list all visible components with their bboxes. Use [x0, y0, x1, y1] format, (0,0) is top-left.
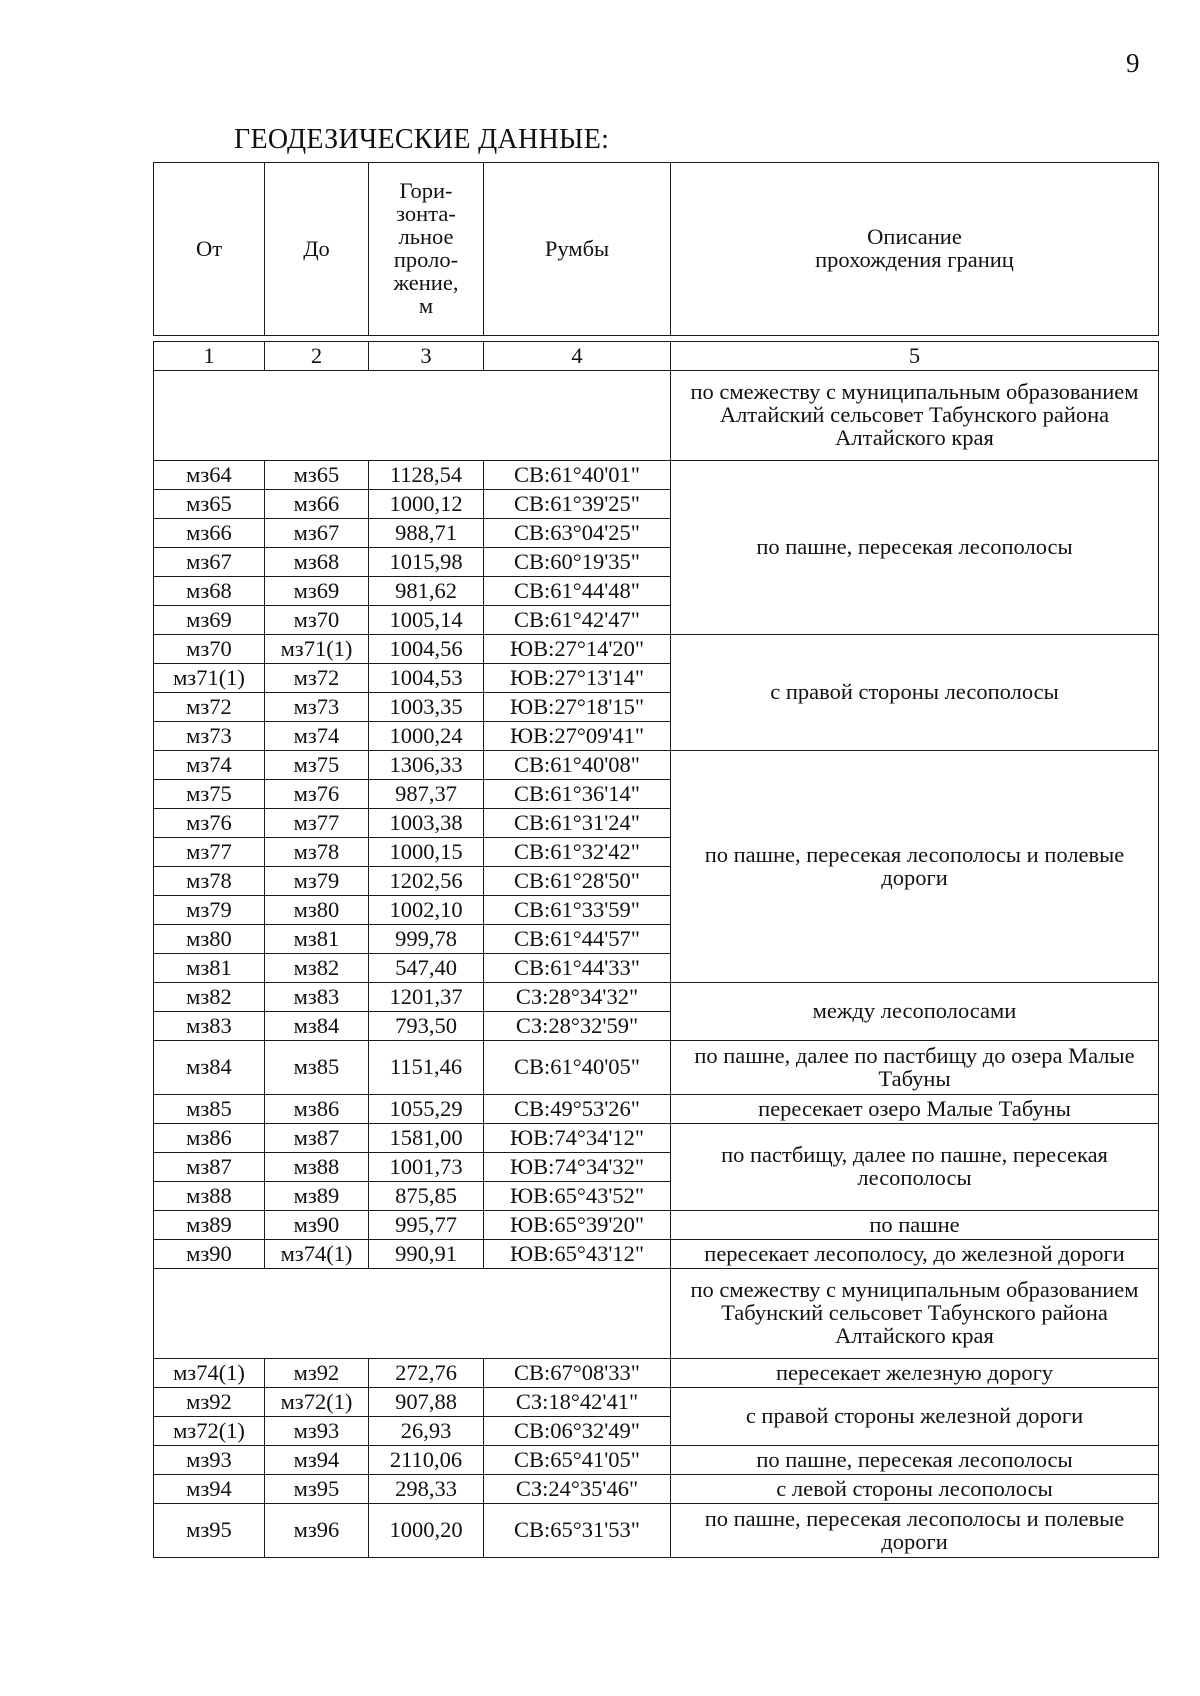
cell-bearing: СВ:06°32'49": [484, 1417, 671, 1446]
cell-to: мз78: [265, 838, 369, 867]
cell-to: мз73: [265, 693, 369, 722]
cell-description: пересекает железную дорогу: [671, 1359, 1159, 1388]
cell-to: мз85: [265, 1041, 369, 1095]
cell-distance: 1128,54: [369, 461, 484, 490]
cell-description: пересекает лесополосу, до железной дороги: [671, 1240, 1159, 1269]
cell-distance: 1055,29: [369, 1095, 484, 1124]
cell-distance: 1202,56: [369, 867, 484, 896]
cell-to: мз94: [265, 1446, 369, 1475]
section-row: [154, 1269, 1159, 1359]
cell-bearing: ЮВ:65°39'20": [484, 1211, 671, 1240]
cell-bearing: СВ:49°53'26": [484, 1095, 671, 1124]
cell-distance: 1015,98: [369, 548, 484, 577]
cell-from: мз80: [154, 925, 265, 954]
cell-from: мз81: [154, 954, 265, 983]
cell-description: с левой стороны лесополосы: [671, 1475, 1159, 1504]
cell-from: мз77: [154, 838, 265, 867]
cell-from: мз83: [154, 1012, 265, 1041]
cell-distance: 999,78: [369, 925, 484, 954]
cell-to: мз92: [265, 1359, 369, 1388]
cell-from: мз79: [154, 896, 265, 925]
table-row: [154, 1124, 1159, 1153]
cell-from: мз74: [154, 751, 265, 780]
cell-from: мз87: [154, 1153, 265, 1182]
cell-to: мз65: [265, 461, 369, 490]
cell-bearing: СВ:61°40'08": [484, 751, 671, 780]
cell-description: с правой стороны лесополосы: [671, 635, 1159, 751]
cell-distance: 272,76: [369, 1359, 484, 1388]
cell-bearing: СВ:65°31'53": [484, 1504, 671, 1558]
cell-bearing: СВ:60°19'35": [484, 548, 671, 577]
cell-distance: 793,50: [369, 1012, 484, 1041]
cell-distance: 1000,20: [369, 1504, 484, 1558]
table-row: [154, 1388, 1159, 1417]
header-description-line: Описание: [867, 224, 962, 250]
cell-from: мз66: [154, 519, 265, 548]
cell-to: мз70: [265, 606, 369, 635]
section-description: по смежеству с муниципальным образованием Алтайский сельсовет Табунского района Алтайского края: [671, 371, 1159, 461]
cell-from: мз68: [154, 577, 265, 606]
table-row: [154, 1475, 1159, 1504]
cell-to: мз96: [265, 1504, 369, 1558]
cell-bearing: ЮВ:27°09'41": [484, 722, 671, 751]
cell-distance: 907,88: [369, 1388, 484, 1417]
table-row: [154, 635, 1159, 664]
cell-to: мз90: [265, 1211, 369, 1240]
cell-bearing: ЮВ:27°14'20": [484, 635, 671, 664]
cell-to: мз88: [265, 1153, 369, 1182]
header-bearing: Румбы: [484, 163, 671, 336]
section-description: по смежеству с муниципальным образованием Табунский сельсовет Табунского района Алтайского края: [671, 1269, 1159, 1359]
cell-description: между лесополосами: [671, 983, 1159, 1041]
cell-bearing: СВ:61°36'14": [484, 780, 671, 809]
cell-description: по пашне, далее по пастбищу до озера Малые Табуны: [671, 1041, 1159, 1095]
header-distance-line: м: [418, 292, 434, 318]
cell-bearing: СВ:61°33'59": [484, 896, 671, 925]
column-number: 4: [484, 342, 671, 371]
column-number: 2: [265, 342, 369, 371]
cell-bearing: СВ:61°44'33": [484, 954, 671, 983]
header-distance: [369, 163, 484, 336]
cell-to: мз84: [265, 1012, 369, 1041]
cell-description: по пашне, пересекая лесополосы и полевые дороги: [671, 751, 1159, 983]
cell-from: мз88: [154, 1182, 265, 1211]
cell-bearing: СВ:67°08'33": [484, 1359, 671, 1388]
cell-bearing: СВ:61°40'01": [484, 461, 671, 490]
cell-to: мз71(1): [265, 635, 369, 664]
cell-from: мз84: [154, 1041, 265, 1095]
cell-from: мз94: [154, 1475, 265, 1504]
cell-distance: 1002,10: [369, 896, 484, 925]
cell-to: мз74: [265, 722, 369, 751]
cell-description: по пашне: [671, 1211, 1159, 1240]
cell-from: мз92: [154, 1388, 265, 1417]
cell-to: мз66: [265, 490, 369, 519]
cell-to: мз72(1): [265, 1388, 369, 1417]
cell-distance: 26,93: [369, 1417, 484, 1446]
cell-bearing: СВ:61°28'50": [484, 867, 671, 896]
cell-bearing: СЗ:28°32'59": [484, 1012, 671, 1041]
table-row: [154, 461, 1159, 490]
cell-distance: 995,77: [369, 1211, 484, 1240]
table-row: [154, 1240, 1159, 1269]
cell-from: мз73: [154, 722, 265, 751]
cell-distance: 1003,38: [369, 809, 484, 838]
cell-from: мз65: [154, 490, 265, 519]
cell-bearing: СВ:61°44'57": [484, 925, 671, 954]
table-row: [154, 1041, 1159, 1095]
cell-to: мз68: [265, 548, 369, 577]
column-number: 3: [369, 342, 484, 371]
cell-distance: 1004,56: [369, 635, 484, 664]
table-body: [154, 371, 1159, 1558]
cell-to: мз93: [265, 1417, 369, 1446]
cell-from: мз89: [154, 1211, 265, 1240]
cell-to: мз87: [265, 1124, 369, 1153]
header-description: [671, 163, 1159, 336]
header-distance-line: проло-: [393, 247, 459, 272]
header-row: [154, 163, 1159, 336]
table-row: [154, 1359, 1159, 1388]
cell-distance: 1004,53: [369, 664, 484, 693]
cell-distance: 1000,24: [369, 722, 484, 751]
column-number-row: [154, 342, 1159, 371]
cell-bearing: СВ:61°44'48": [484, 577, 671, 606]
cell-from: мз86: [154, 1124, 265, 1153]
cell-bearing: ЮВ:27°13'14": [484, 664, 671, 693]
cell-distance: 988,71: [369, 519, 484, 548]
cell-to: мз76: [265, 780, 369, 809]
cell-from: мз85: [154, 1095, 265, 1124]
cell-bearing: СЗ:24°35'46": [484, 1475, 671, 1504]
cell-distance: 990,91: [369, 1240, 484, 1269]
cell-from: мз95: [154, 1504, 265, 1558]
cell-to: мз80: [265, 896, 369, 925]
cell-bearing: СВ:65°41'05": [484, 1446, 671, 1475]
cell-bearing: ЮВ:65°43'52": [484, 1182, 671, 1211]
cell-distance: 1201,37: [369, 983, 484, 1012]
cell-from: мз82: [154, 983, 265, 1012]
header-from: От: [154, 163, 265, 336]
cell-description: по пастбищу, далее по пашне, пересекая лесополосы: [671, 1124, 1159, 1211]
header-to: До: [265, 163, 369, 336]
table-row: [154, 751, 1159, 780]
cell-from: мз72(1): [154, 1417, 265, 1446]
table-row: [154, 1504, 1159, 1558]
cell-distance: 1003,35: [369, 693, 484, 722]
cell-bearing: СЗ:28°34'32": [484, 983, 671, 1012]
section-blank-cell: [154, 371, 671, 461]
table-row: [154, 1095, 1159, 1124]
cell-bearing: СВ:61°40'05": [484, 1041, 671, 1095]
cell-from: мз76: [154, 809, 265, 838]
cell-to: мз72: [265, 664, 369, 693]
cell-from: мз71(1): [154, 664, 265, 693]
table-row: [154, 1211, 1159, 1240]
section-blank-cell: [154, 1269, 671, 1359]
cell-from: мз75: [154, 780, 265, 809]
cell-distance: 2110,06: [369, 1446, 484, 1475]
cell-to: мз81: [265, 925, 369, 954]
cell-distance: 1005,14: [369, 606, 484, 635]
cell-to: мз86: [265, 1095, 369, 1124]
cell-bearing: ЮВ:74°34'12": [484, 1124, 671, 1153]
cell-bearing: ЮВ:27°18'15": [484, 693, 671, 722]
header-description-line: прохождения границ: [815, 247, 1014, 272]
cell-from: мз67: [154, 548, 265, 577]
cell-to: мз77: [265, 809, 369, 838]
cell-distance: 875,85: [369, 1182, 484, 1211]
document-title: ГЕОДЕЗИЧЕСКИЕ ДАННЫЕ:: [234, 124, 610, 155]
cell-bearing: СЗ:18°42'41": [484, 1388, 671, 1417]
cell-to: мз67: [265, 519, 369, 548]
cell-distance: 298,33: [369, 1475, 484, 1504]
header-distance-line: льное: [398, 224, 454, 250]
cell-distance: 1000,12: [369, 490, 484, 519]
cell-distance: 1001,73: [369, 1153, 484, 1182]
cell-to: мз79: [265, 867, 369, 896]
cell-to: мз82: [265, 954, 369, 983]
cell-from: мз78: [154, 867, 265, 896]
cell-distance: 981,62: [369, 577, 484, 606]
cell-from: мз93: [154, 1446, 265, 1475]
cell-to: мз69: [265, 577, 369, 606]
page-number: 9: [1126, 48, 1140, 78]
cell-distance: 1581,00: [369, 1124, 484, 1153]
header-distance-line: Гори-: [399, 178, 453, 204]
cell-description: по пашне, пересекая лесополосы: [671, 461, 1159, 635]
cell-distance: 1151,46: [369, 1041, 484, 1095]
header-distance-line: жение,: [393, 269, 459, 295]
cell-from: мз90: [154, 1240, 265, 1269]
cell-to: мз75: [265, 751, 369, 780]
cell-to: мз74(1): [265, 1240, 369, 1269]
section-row: [154, 371, 1159, 461]
cell-to: мз95: [265, 1475, 369, 1504]
cell-to: мз89: [265, 1182, 369, 1211]
cell-bearing: СВ:61°31'24": [484, 809, 671, 838]
cell-from: мз69: [154, 606, 265, 635]
column-number: 5: [671, 342, 1159, 371]
cell-description: с правой стороны железной дороги: [671, 1388, 1159, 1446]
header-distance-line: зонта-: [396, 201, 456, 227]
cell-distance: 987,37: [369, 780, 484, 809]
cell-bearing: СВ:61°32'42": [484, 838, 671, 867]
table-row: [154, 983, 1159, 1012]
cell-description: по пашне, пересекая лесополосы: [671, 1446, 1159, 1475]
cell-distance: 547,40: [369, 954, 484, 983]
cell-bearing: ЮВ:74°34'32": [484, 1153, 671, 1182]
cell-to: мз83: [265, 983, 369, 1012]
cell-from: мз72: [154, 693, 265, 722]
cell-description: по пашне, пересекая лесополосы и полевые дороги: [671, 1504, 1159, 1558]
cell-bearing: СВ:61°42'47": [484, 606, 671, 635]
table-row: [154, 1446, 1159, 1475]
cell-description: пересекает озеро Малые Табуны: [671, 1095, 1159, 1124]
cell-bearing: СВ:63°04'25": [484, 519, 671, 548]
cell-distance: 1000,15: [369, 838, 484, 867]
cell-bearing: СВ:61°39'25": [484, 490, 671, 519]
column-number: 1: [154, 342, 265, 371]
cell-distance: 1306,33: [369, 751, 484, 780]
cell-from: мз74(1): [154, 1359, 265, 1388]
geodetic-data-table: [153, 162, 1159, 1558]
cell-bearing: ЮВ:65°43'12": [484, 1240, 671, 1269]
cell-from: мз64: [154, 461, 265, 490]
cell-from: мз70: [154, 635, 265, 664]
